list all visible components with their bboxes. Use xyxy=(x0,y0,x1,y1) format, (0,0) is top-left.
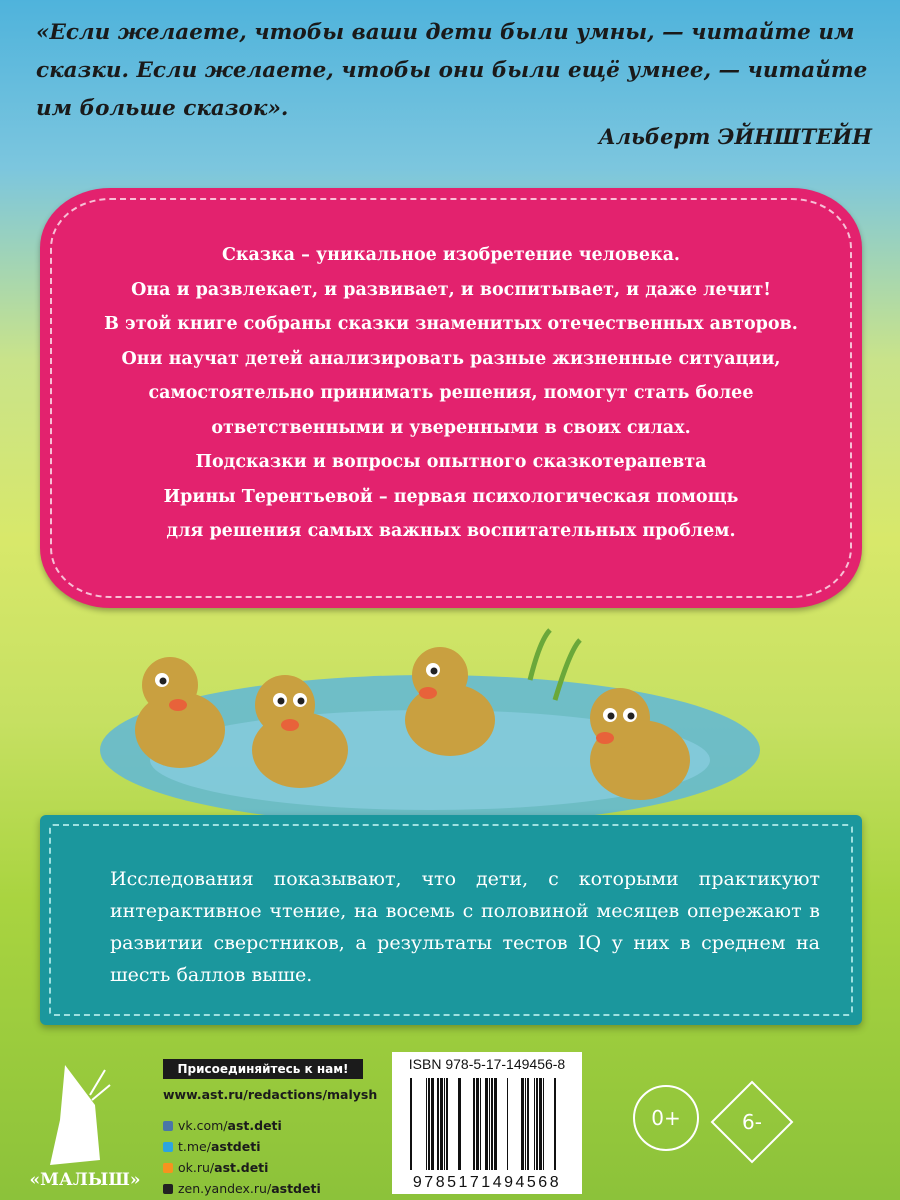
social-link[interactable] xyxy=(163,1178,321,1199)
barcode-bar xyxy=(525,1078,526,1170)
isbn-barcode xyxy=(392,1052,582,1194)
social-link-text: ok.ru/ast.deti xyxy=(178,1160,269,1175)
description-line: В этой книге собраны сказки знаменитых отечественных авторов. xyxy=(104,314,798,334)
ean-number: 9785171494568 xyxy=(412,1174,562,1191)
barcode-bar xyxy=(431,1078,434,1170)
social-link-text: t.me/astdeti xyxy=(178,1139,261,1154)
research-text: Исследования показывают, что дети, с которыми практикуют интерактивное чтение, на восемь с половиной месяцев опережают в развитии сверстников, а результаты тестов IQ у них в среднем на шесть баллов выше. xyxy=(110,868,820,986)
barcode-bar xyxy=(489,1078,490,1170)
isbn-label: ISBN 978-5-17-149456-8 xyxy=(408,1056,566,1072)
barcode-bar xyxy=(458,1078,461,1170)
barcode-bar xyxy=(485,1078,488,1170)
description-line: Они научат детей анализировать разные жизненные ситуации, xyxy=(121,348,781,369)
barcode-bar xyxy=(440,1078,443,1170)
barcode-bar xyxy=(491,1078,493,1170)
social-links xyxy=(163,1115,321,1199)
barcode-bar xyxy=(476,1078,479,1170)
description-line: Ирины Терентьевой – первая психологическая помощь xyxy=(163,486,739,507)
ok-icon xyxy=(163,1163,173,1173)
barcode-bar xyxy=(480,1078,481,1170)
telegram-icon xyxy=(163,1142,173,1152)
barcode-bar xyxy=(534,1078,535,1170)
barcode-bar xyxy=(536,1078,538,1170)
barcode-bar xyxy=(444,1078,445,1170)
description-line: Она и развлекает, и развивает, и воспитывает, и даже лечит! xyxy=(131,279,771,300)
malysh-logo xyxy=(20,1060,150,1190)
description-text xyxy=(40,238,862,549)
social-link[interactable] xyxy=(163,1157,321,1178)
description-plaque xyxy=(40,188,862,608)
barcode-bar xyxy=(410,1078,412,1170)
social-link[interactable] xyxy=(163,1136,321,1157)
ducklings-illustration xyxy=(100,620,800,830)
grade-badge xyxy=(710,1080,794,1164)
description-line: Сказка – уникальное изобретение человека. xyxy=(221,245,681,265)
barcode-bars xyxy=(404,1078,570,1170)
barcode-bar xyxy=(473,1078,475,1170)
quote-author: Альберт ЭЙНШТЕЙН xyxy=(598,124,872,149)
barcode-bar xyxy=(554,1078,556,1170)
barcode-bar xyxy=(437,1078,439,1170)
barcode-bar xyxy=(539,1078,542,1170)
barcode-bar xyxy=(521,1078,524,1170)
barcode-bar xyxy=(426,1078,427,1170)
grade-text: 6- xyxy=(742,1110,762,1134)
join-us-label: Присоединяйтесь к нам! xyxy=(163,1059,363,1079)
logo-text: «МАЛЫШ» xyxy=(29,1170,141,1190)
barcode-bar xyxy=(494,1078,497,1170)
zen-icon xyxy=(163,1184,173,1194)
social-link-text: vk.com/ast.deti xyxy=(178,1118,282,1133)
barcode-bar xyxy=(527,1078,529,1170)
barcode-bar xyxy=(428,1078,430,1170)
vk-icon xyxy=(163,1121,173,1131)
age-rating-badge: 0+ xyxy=(633,1085,699,1151)
description-line: Подсказки и вопросы опытного сказкотерапевта xyxy=(195,452,707,472)
social-link-text: zen.yandex.ru/astdeti xyxy=(178,1181,321,1196)
research-banner xyxy=(40,815,862,1025)
description-line: для решения самых важных воспитательных проблем. xyxy=(166,521,736,541)
description-line: самостоятельно принимать решения, помогут стать более xyxy=(148,383,754,403)
social-link[interactable] xyxy=(163,1115,321,1136)
description-line: ответственными и уверенными в своих силах. xyxy=(211,417,691,438)
einstein-quote: «Если желаете, чтобы ваши дети были умны, — читайте им сказки. Если желаете, чтобы они были ещё умнее, — читайте им больше сказок». xyxy=(36,20,868,121)
publisher-site-link[interactable]: www.ast.ru/redactions/malysh xyxy=(163,1087,378,1102)
barcode-bar xyxy=(507,1078,508,1170)
barcode-bar xyxy=(446,1078,448,1170)
barcode-bar xyxy=(543,1078,544,1170)
